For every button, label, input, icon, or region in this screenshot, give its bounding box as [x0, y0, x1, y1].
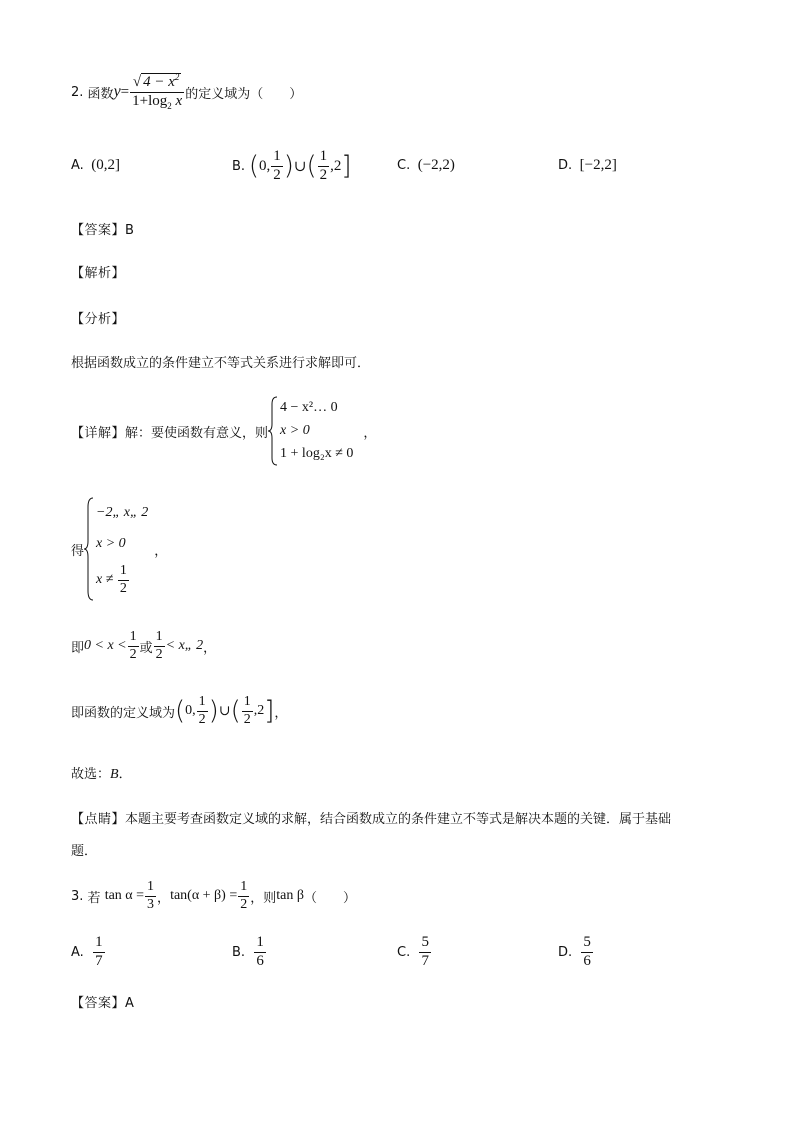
q2-option-b-den: 2	[273, 166, 281, 183]
q2-ji-line	[71, 626, 216, 666]
q2-system-2	[84, 497, 148, 601]
q2-answer-value: B	[125, 223, 134, 238]
q2-de	[71, 496, 167, 602]
q2-stem	[71, 70, 302, 114]
q2-function-fraction: $\frac{√ 4 - x^2}{1+\log_2 x}$	[132, 71, 183, 111]
q2-system-2-row-3-den: 2	[119, 580, 127, 596]
q2-system-1	[268, 396, 353, 466]
q3-ruo: 若	[87, 890, 101, 906]
q2-option-b-label: B.	[232, 158, 246, 174]
q2-dianjing-text-1: 本题主要考查函数定义域的求解，结合函数成立的条件建立不等式是解决本题的关键．属于基础	[125, 812, 672, 827]
q2-domain-text: 即函数的定义域为	[71, 705, 176, 721]
q3-tan-a: tan α =	[104, 888, 145, 903]
q2-domain-den2: 2	[243, 711, 251, 727]
q2-option-a-label: A.	[71, 158, 84, 173]
q2-domain-num: 1	[198, 693, 206, 709]
q2-xiangjie-tag: 【详解】	[71, 425, 126, 441]
q3-option-a-num: 1	[95, 933, 103, 950]
q2-system-1-tail: ，	[363, 425, 377, 441]
q2-dianjing-tag: 【点睛】	[71, 812, 126, 827]
q2-option-b-left: 0,	[258, 157, 271, 174]
q2-answer	[71, 219, 134, 238]
q2-jiexi-tag: 【解析】	[71, 266, 126, 281]
q2-ji-prefix: 即	[71, 640, 85, 656]
q2-domain-right: ,2	[253, 703, 265, 718]
q2-ji-tail: ，	[203, 640, 217, 656]
q2-option-b-right: ,2	[330, 157, 342, 174]
q3-ze: ，则	[250, 890, 277, 906]
q2-option-a-text: (0,2]	[91, 157, 121, 173]
q2-ji-den1: 2	[129, 646, 137, 662]
q2-option-b-cup: ∪	[293, 158, 307, 175]
q3-stem	[71, 876, 356, 916]
q2-system-2-row-3-left: x ≠	[96, 572, 114, 588]
q3-den1: 3	[147, 896, 155, 912]
q2-option-a	[71, 157, 120, 174]
q2-guxuan-tail: ．	[118, 767, 132, 782]
q2-domain-tail: ，	[274, 705, 288, 721]
q3-option-b-label: B.	[232, 944, 246, 960]
q2-num-sup: 2	[174, 71, 180, 82]
q3-option-b	[232, 932, 267, 972]
q2-dianjing-text-2: 题．	[71, 844, 98, 859]
q2-number: 2.	[71, 84, 84, 100]
q3-den2: 2	[240, 896, 248, 912]
q2-xiangjie	[71, 395, 376, 467]
q2-system-2-row-2: x > 0	[96, 535, 126, 551]
q3-answer-value: A	[125, 996, 134, 1011]
q2-fenxi-text: 根据函数成立的条件建立不等式关系进行求解即可．	[71, 356, 371, 371]
q2-de-label: 得	[71, 543, 85, 559]
q3-option-d	[558, 932, 594, 972]
q3-option-c	[397, 932, 432, 972]
q3-option-d-num: 5	[583, 933, 591, 950]
q2-domain-left: 0,	[185, 703, 196, 718]
q2-ji-den2: 2	[155, 646, 163, 662]
q2-y: y	[113, 83, 121, 100]
q2-system-1-row-2: x > 0	[280, 422, 310, 438]
q2-system-1-row-1: 4 − x²… 0	[280, 399, 338, 415]
q2-domain-num2: 1	[243, 693, 251, 709]
q2-ji-part2: < x„ 2	[165, 638, 204, 653]
q3-option-a-den: 7	[95, 952, 103, 969]
q2-option-d	[558, 157, 617, 174]
q3-option-b-den: 6	[256, 952, 264, 969]
q3-option-a	[71, 932, 106, 972]
q2-system-2-row-3-num: 1	[119, 563, 127, 578]
q3-option-b-num: 1	[256, 933, 264, 950]
q2-option-b: B. ( 0, $\frac{1}{2}$ ) ∪ ( $\frac{1}{2}$ ,2 ]	[232, 147, 352, 183]
q3-option-a-label: A.	[71, 944, 84, 960]
q3-num1: 1	[147, 878, 155, 894]
q2-option-b-num2: 1	[319, 147, 328, 164]
q2-den-prefix: 1+log	[132, 92, 168, 109]
q2-option-d-label: D.	[558, 158, 573, 173]
q2-option-c-label: C.	[397, 158, 411, 173]
q2-ji-num1: 1	[129, 628, 137, 644]
q2-ji-num2: 1	[155, 628, 163, 644]
q3-option-c-num: 5	[421, 933, 429, 950]
q2-num-rad: 4 − x	[143, 73, 175, 90]
q2-dianjing	[71, 808, 671, 827]
q3-option-c-den: 7	[421, 952, 429, 969]
q2-guxuan	[71, 763, 132, 783]
q2-system-1-row-3: 1 + log₂x ≠ 0	[280, 446, 354, 462]
q2-fenxi-tag: 【分析】	[71, 312, 126, 327]
q2-den-x: x	[171, 92, 183, 109]
q2-option-c-text: (−2,2)	[417, 157, 455, 173]
q2-system-2-tail: ，	[154, 543, 168, 559]
q3-sep: ，	[157, 890, 171, 906]
left-brace-icon	[84, 497, 94, 601]
q2-tail: 的定义域为（ ）	[185, 86, 303, 102]
q2-guxuan-answer: B	[110, 767, 119, 782]
q3-num2: 1	[240, 878, 248, 894]
q2-guxuan-label: 故选：	[71, 767, 111, 782]
q3-answer-tag: 【答案】	[71, 996, 126, 1011]
q2-domain-line: 即函数的定义域为 ( 0, $\frac{1}{2}$ ) ∪ ( $\frac{1}{2}$ ,2 ] ，	[71, 693, 288, 727]
q2-domain-cup: ∪	[218, 703, 231, 719]
q3-number: 3.	[71, 888, 84, 904]
q3-tan-b: tan β	[276, 888, 304, 903]
q3-option-d-label: D.	[558, 944, 573, 960]
q3-paren: （ ）	[304, 890, 357, 906]
q3-option-c-label: C.	[397, 944, 411, 960]
q2-option-b-num: 1	[273, 147, 281, 164]
q2-option-c	[397, 157, 455, 174]
q2-ji-part1: 0 < x <	[84, 638, 127, 653]
q2-den-sub: 2	[167, 100, 172, 111]
q2-option-b-den2: 2	[319, 166, 328, 183]
q2-system-2-row-1: −2„ x„ 2	[96, 504, 149, 520]
q2-answer-tag: 【答案】	[71, 223, 126, 238]
q2-intro: 函数	[87, 86, 114, 102]
q2-xiangjie-text: 解：要使函数有意义，则	[125, 425, 269, 441]
q3-answer	[71, 992, 134, 1011]
left-brace-icon	[268, 396, 278, 466]
q2-option-d-text: [−2,2]	[579, 157, 617, 173]
q2-eq: =	[120, 83, 130, 100]
q2-domain-den: 2	[198, 711, 206, 727]
q2-ji-or: 或	[139, 640, 153, 656]
q3-tan-ab: tan(α + β) =	[170, 888, 238, 903]
q3-option-d-den: 6	[583, 952, 591, 969]
